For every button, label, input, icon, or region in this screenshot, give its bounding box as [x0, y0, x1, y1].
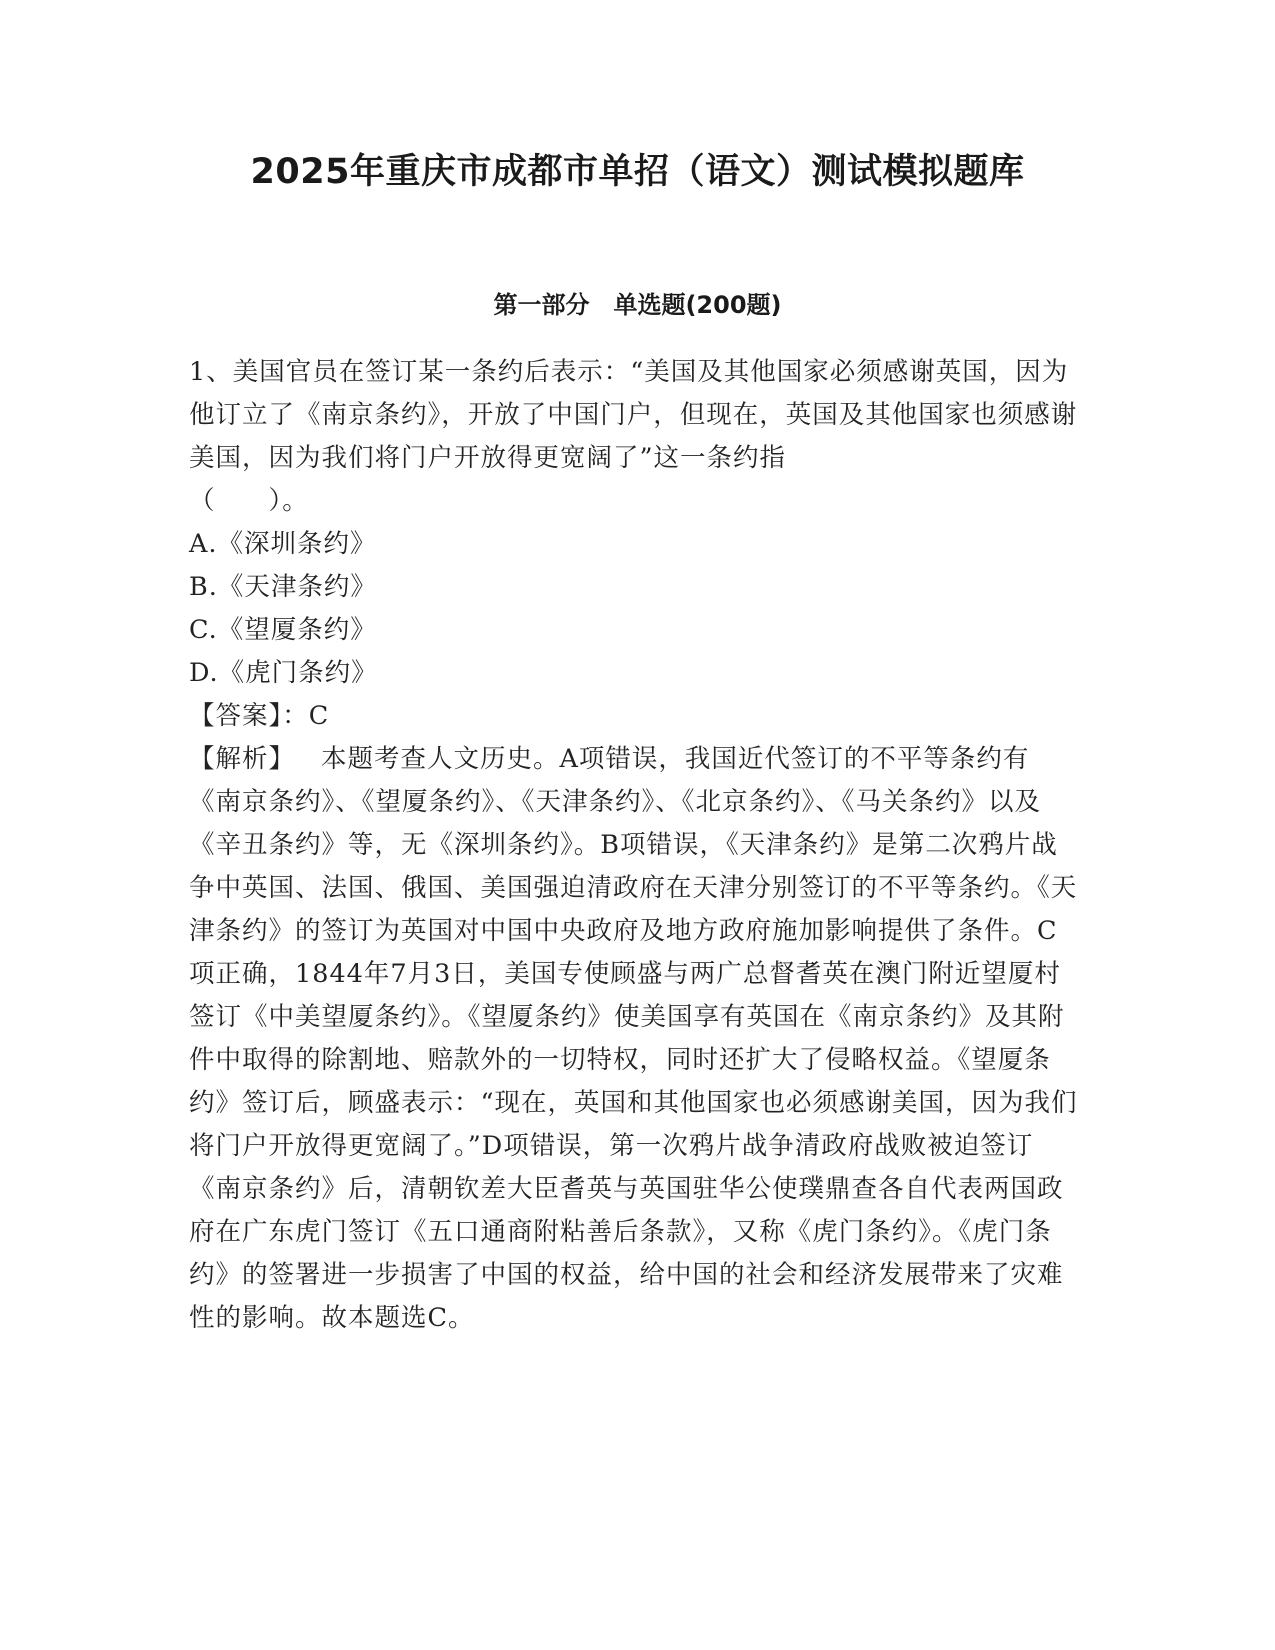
question-stem — [189, 351, 1079, 523]
section-heading: 第一部分 单选题(200题) — [493, 291, 782, 319]
option-d — [189, 652, 1079, 695]
option-b — [189, 566, 1079, 609]
document-title: 2025年重庆市成都市单招（语文）测试模拟题库 — [250, 152, 1025, 192]
option-text: 《天津条约》 — [217, 572, 377, 602]
analysis-label: 【解析】 — [189, 744, 296, 774]
option-a — [189, 523, 1079, 566]
option-letter: C. — [189, 615, 218, 645]
question-text: 美国官员在签订某一条约后表示：“美国及其他国家必须感谢英国，因为他订立了《南京条约》，开放了中国门户，但现在，英国及其他国家也须感谢美国，因为我们将门户开放得更宽阔了”这一条约指 — [189, 357, 1078, 473]
option-text: 《望厦条约》 — [217, 615, 377, 645]
option-c — [189, 609, 1079, 652]
answer-value: C — [308, 701, 330, 731]
analysis-text: 本题考查人文历史。A项错误，我国近代签订的不平等条约有《南京条约》、《望厦条约》、《天津条约》、《北京条约》、《马关条约》以及《辛丑条约》等，无《深圳条约》。B项错误，《天津条约》是第二次鸦片战争中英国、法国、俄国、美国强迫清政府在天津分别签订的不平等条约。《天津条约》的签订为英国对中国中央政府及地方政府施加影响提供了条件。C项正确，1844年7月3日，美国专使顾盛与两广总督耆英在澳门附近望厦村签订《中美望厦条约》。《望厦条约》使美国享有英国在《南京条约》及其附件中取得的除割地、赔款外的一切特权，同时还扩大了侵略权益。《望厦条约》签订后，顾盛表示：“现在，英国和其他国家也必须感谢美国，因为我们将门户开放得更宽阔了。”D项错误，第一次鸦片战争清政府战败被迫签订《南京条约》后，清朝钦差大臣耆英与英国驻华公使璞鼎查各自代表两国政府在广东虎门签订《五口通商附粘善后条款》，又称《虎门条约》。《虎门条约》的签署进一步损害了中国的权益，给中国的社会和经济发展带来了灾难性的影响。故本题选C。 — [189, 744, 1078, 1333]
option-letter: B. — [189, 572, 218, 602]
answer-label: 【答案】： — [189, 701, 309, 731]
answer-blank: （ ）。 — [189, 486, 309, 516]
question-block — [189, 351, 1079, 1340]
option-letter: D. — [189, 658, 219, 688]
question-number: 1、 — [189, 357, 233, 387]
analysis-paragraph — [189, 738, 1079, 1340]
option-letter: A. — [189, 529, 218, 559]
option-text: 《虎门条约》 — [218, 658, 378, 688]
answer-line — [189, 695, 1079, 738]
option-text: 《深圳条约》 — [217, 529, 377, 559]
